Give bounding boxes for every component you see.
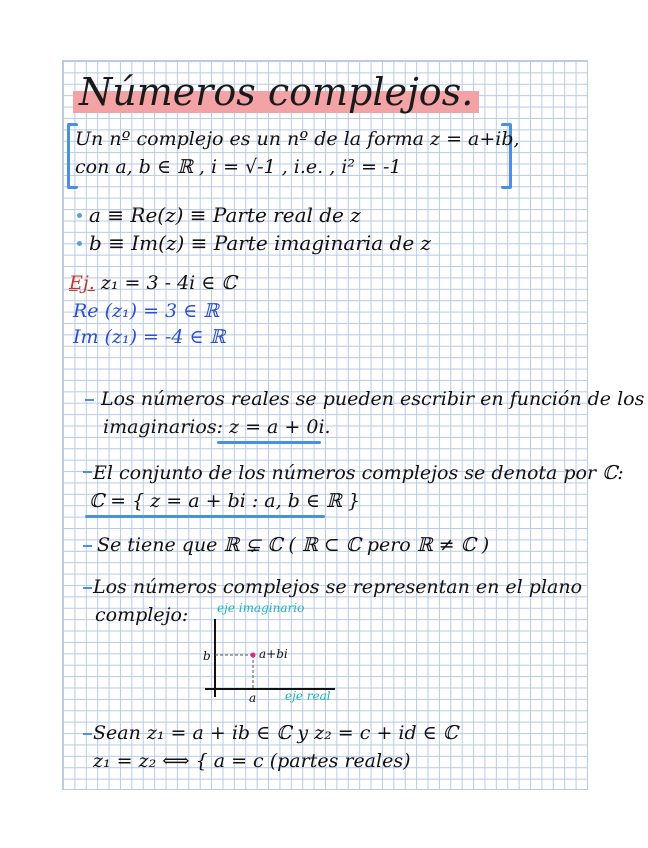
note-sean-line-2: z₁ = z₂ ⟺ { a = c (partes reales) xyxy=(93,750,411,772)
example-imaginary-part: Im (z₁) = -4 ∈ ℝ xyxy=(73,326,226,348)
example-expression: z₁ = 3 - 4i ∈ ℂ xyxy=(100,272,237,294)
definition-line-1: Un nº complejo es un nº de la forma z = a+ib, xyxy=(75,128,520,150)
note-plano-line-1: Los números complejos se representan en el plano xyxy=(93,576,583,598)
complex-plane-diagram xyxy=(195,601,345,709)
dash-bullet-icon xyxy=(83,733,92,735)
note-sean-line-1: Sean z₁ = a + ib ∈ ℂ y z₂ = c + id ∈ ℂ xyxy=(93,722,458,744)
page-title: Números complejos. xyxy=(73,69,479,115)
imaginary-axis-label: eje imaginario xyxy=(217,601,305,615)
note-conjunto-line-1: El conjunto de los números complejos se denota por ℂ: xyxy=(93,462,624,484)
example-label: Ej. xyxy=(69,272,95,294)
bullet-real-part: a ≡ Re(z) ≡ Parte real de z xyxy=(89,203,361,227)
bullet-dot-icon xyxy=(77,213,82,218)
point-label: a+bi xyxy=(259,647,288,661)
a-tick-label: a xyxy=(249,691,257,705)
definition-line-2: con a, b ∈ ℝ , i = √-1 , i.e. , i² = -1 xyxy=(75,156,402,178)
example-line xyxy=(69,271,237,295)
note-inclusion: Se tiene que ℝ ⊊ ℂ ( ℝ ⊂ ℂ pero ℝ ≠ ℂ ) xyxy=(97,534,490,556)
dash-bullet-icon xyxy=(83,545,92,547)
note-reales-line-2: imaginarios: z = a + 0i. xyxy=(103,416,331,438)
dash-bullet-icon xyxy=(83,587,92,589)
underline-highlight xyxy=(85,515,325,518)
dash-bullet-icon xyxy=(85,399,94,401)
dash-bullet-icon xyxy=(83,471,92,473)
b-tick-label: b xyxy=(203,649,211,663)
bullet-dot-icon xyxy=(77,241,82,246)
note-reales-line-1: Los números reales se pueden escribir en función de los xyxy=(101,388,645,410)
grid-paper-page xyxy=(62,60,645,790)
complex-point xyxy=(251,653,256,658)
example-real-part: Re (z₁) = 3 ∈ ℝ xyxy=(73,300,220,322)
note-conjunto-line-2: ℂ = { z = a + bi : a, b ∈ ℝ } xyxy=(89,490,360,512)
note-plano-line-2: complejo: xyxy=(95,604,189,626)
underline-highlight xyxy=(217,441,321,444)
real-axis-label: eje real xyxy=(285,689,331,703)
bullet-imaginary-part: b ≡ Im(z) ≡ Parte imaginaria de z xyxy=(89,231,432,255)
